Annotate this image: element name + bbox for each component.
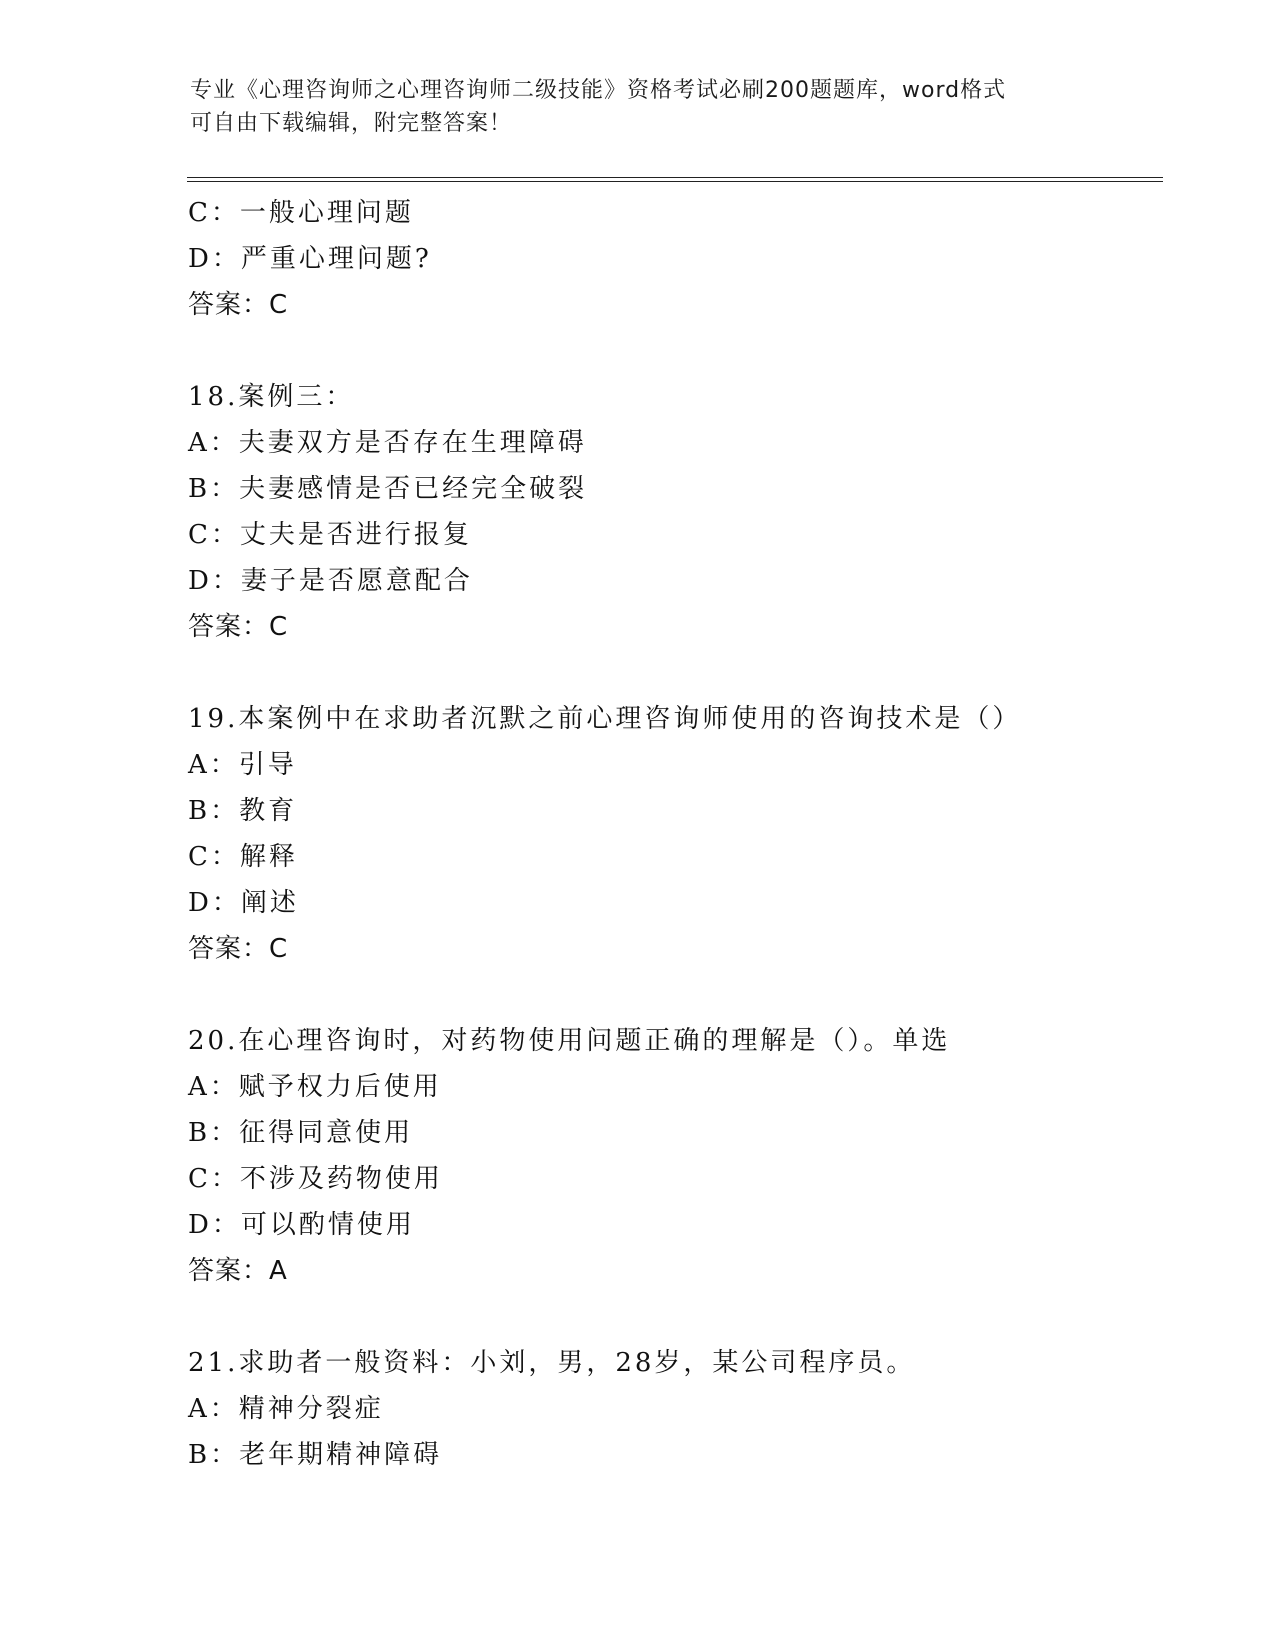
answer-line: 答案：C [188,934,289,964]
option-d: D：可以酌情使用 [188,1210,415,1240]
option-d: D：妻子是否愿意配合 [188,566,473,596]
option-b: B：征得同意使用 [188,1118,414,1148]
question-list [188,190,1168,1478]
question-title: 20.在心理咨询时，对药物使用问题正确的理解是（）。单选 [188,1026,951,1056]
option-b: B：夫妻感情是否已经完全破裂 [188,474,588,504]
option-d: D：严重心理问题? [188,244,432,274]
answer-line: 答案：C [188,612,289,642]
option-c: C：解释 [188,842,298,872]
header-line-2: 可自由下载编辑，附完整答案！ [190,111,513,136]
question-title: 21.求助者一般资料：小刘，男，28岁，某公司程序员。 [188,1348,916,1378]
option-c: C：丈夫是否进行报复 [188,520,472,550]
question-title: 18.案例三： [188,382,355,412]
option-b: B：老年期精神障碍 [188,1440,443,1470]
header-line-1: 专业《心理咨询师之心理咨询师二级技能》资格考试必刷200题题库，word格式 [190,78,1007,103]
option-a: A：赋予权力后使用 [188,1072,442,1102]
document-header [190,74,1090,140]
option-b: B：教育 [188,796,298,826]
option-a: A：引导 [188,750,297,780]
option-d: D：阐述 [188,888,299,918]
answer-line: 答案：C [188,290,289,320]
option-c: C：一般心理问题 [188,198,414,228]
question-title: 19.本案例中在求助者沉默之前心理咨询师使用的咨询技术是（） [188,704,1022,734]
option-a: A：精神分裂症 [188,1394,384,1424]
option-c: C：不涉及药物使用 [188,1164,443,1194]
option-a: A：夫妻双方是否存在生理障碍 [188,428,587,458]
answer-line: 答案：A [188,1256,288,1286]
header-divider [187,177,1163,182]
